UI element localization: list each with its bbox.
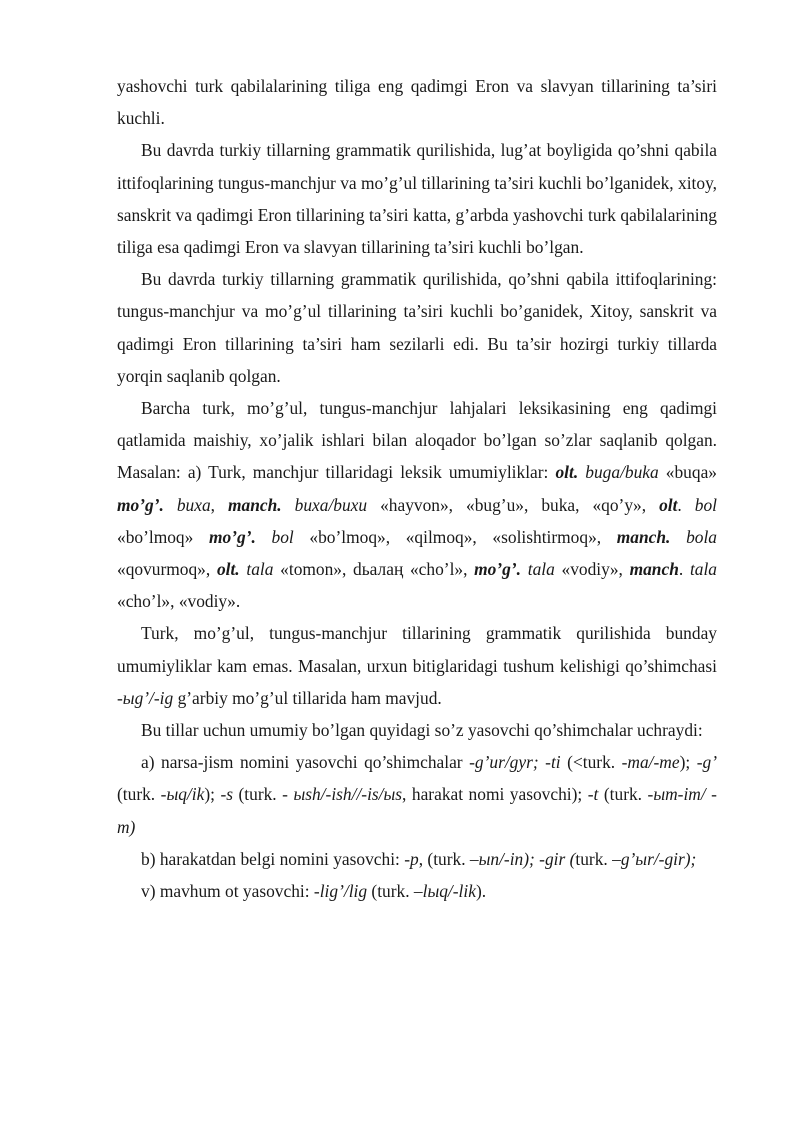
paragraph (117, 843, 717, 875)
text-run: tala (689, 559, 717, 580)
text-run: ); (204, 784, 221, 805)
text-run: , (210, 494, 229, 515)
document-page (117, 70, 717, 907)
text-run: Turk, mo’g’ul, tungus-manchjur tillarining grammatik qurilishida bunday umumiyliklar kam emas. Masalan, urxun bitiglaridagi tushum kelishigi qo’shimchasi (117, 623, 717, 676)
paragraph (117, 134, 717, 263)
text-run: Bu davrda turkiy tillarning grammatik qurilishida, qo’shni qabila ittifoqlarining: tungus-manchjur va mo’g’ul tillarining ta’siri kuchli bo’ganidek, Xitoy, sanskrit va qadimgi Eron tillarining ta’siri ham sezilarli edi. Bu ta’sir hozirgi turkiy tillarda yorqin saqlanib qolgan. (117, 269, 717, 386)
text-run: olt. (216, 559, 240, 580)
text-run: mo’g’. (208, 526, 256, 547)
text-run (670, 527, 686, 547)
text-run: . (678, 559, 690, 580)
text-run: (turk. (367, 881, 414, 902)
text-run: –ыn/-in); -gir ( (469, 848, 576, 869)
text-run: , (turk. (418, 848, 470, 869)
text-run: ыsh/-ish//-is/ыs (293, 784, 403, 805)
text-run: bola (686, 526, 717, 547)
text-run: bol (694, 494, 717, 515)
text-run: -g’ (696, 752, 717, 773)
text-run: -lig’/lig (313, 881, 368, 902)
text-run: Barcha turk, mo’g’ul, tungus-manchjur lahjalari leksikasining eng qadimgi qatlamida maishiy, xo’jalik ishlari bilan aloqador bo’lgan so’zlar saqlanib qolgan. Masalan: a) Turk, manchjur tillaridagi leksik umumiyliklar: (117, 398, 717, 483)
text-run (521, 559, 528, 579)
text-run: «buqa» (658, 462, 717, 483)
text-run: g’ыr/-gir); (620, 848, 697, 869)
text-run: Bu tillar uchun umumiy bo’lgan quyidagi so’z yasovchi qo’shimchalar uchraydi: (141, 720, 703, 741)
text-run: (turk. (117, 784, 161, 805)
text-run: «hayvon», «bug’u», buka, «qo’y», (367, 494, 660, 515)
text-run: a) narsa-jism nomini yasovchi qo’shimchalar (141, 752, 470, 773)
text-run: mo’g’. (117, 494, 164, 515)
paragraph (117, 875, 717, 907)
text-run: (turk. - (233, 784, 294, 805)
text-run: -p (404, 848, 419, 869)
text-run: «cho’l», «vodiy». (117, 591, 241, 612)
text-run: manch. (228, 494, 282, 515)
text-run: . (677, 494, 695, 515)
text-run: ma/-me (627, 752, 680, 773)
text-run: mo’g’. (474, 559, 522, 580)
text-run: olt (659, 494, 678, 515)
text-run: manch (629, 559, 679, 580)
text-run: olt. (555, 462, 579, 483)
paragraph (117, 263, 717, 392)
text-run: ); (679, 752, 697, 773)
text-run: buxa (176, 494, 211, 515)
paragraph (117, 70, 717, 134)
text-run: -ыg’/-ig (117, 687, 174, 708)
text-run: -ti (545, 752, 561, 773)
text-run: -g’ur/gyr; (469, 752, 539, 773)
text-run: «tomon», dьалаң «cho’l», (273, 559, 475, 580)
text-run (282, 495, 295, 515)
text-run: (turk. (598, 784, 648, 805)
text-run: , harakat nomi yasovchi); (402, 784, 588, 805)
text-run: «bo’lmoq» (117, 526, 209, 547)
text-run: turk. – (575, 848, 621, 869)
text-run: g’arbiy mo’g’ul tillarida ham mavjud. (173, 687, 442, 708)
text-run: (<turk. - (560, 752, 628, 773)
text-run: «vodiy», (554, 559, 630, 580)
text-run: -ыq/ik (160, 784, 205, 805)
document-body (117, 70, 717, 907)
paragraph (117, 392, 717, 617)
text-run: -t (587, 784, 599, 805)
text-run: buga/buka (585, 462, 659, 483)
paragraph (117, 714, 717, 746)
text-run: –lыq/-lik (413, 881, 476, 902)
text-run: bol (271, 526, 294, 547)
text-run: yashovchi turk qabilalarining tiliga eng qadimgi Eron va slavyan tillarining ta’siri kuchli. (117, 76, 717, 129)
text-run: b) harakatdan belgi nomini yasovchi: (141, 848, 405, 869)
text-run: Bu davrda turkiy tillarning grammatik qurilishida, lug’at boyligida qo’shni qabila ittifoqlarining tungus-manchjur va mo’g’ul tillarining ta’siri kuchli bo’lganidek, xitoy, sanskrit va qadimgi Eron tillarining ta’siri katta, g’arbda yashovchi turk qabilalarining tiliga esa qadimgi Eron va slavyan tillarining ta’siri kuchli bo’lgan. (117, 140, 717, 258)
text-run: buxa/buxu (294, 494, 368, 515)
text-run: tala (246, 559, 274, 580)
paragraph (117, 617, 717, 714)
text-run (256, 527, 272, 547)
text-run: manch. (616, 526, 671, 547)
text-run: -s (220, 784, 233, 805)
text-run (164, 495, 177, 515)
text-run: ). (475, 881, 487, 902)
text-run: -ыm-im/ -m) (117, 784, 717, 837)
text-run: tala (527, 559, 555, 580)
text-run: «qovurmoq», (117, 559, 217, 580)
text-run: v) mavhum ot yasovchi: (141, 881, 314, 902)
paragraph (117, 746, 717, 843)
text-run: «bo’lmoq», «qilmoq», «solishtirmoq», (293, 526, 617, 547)
